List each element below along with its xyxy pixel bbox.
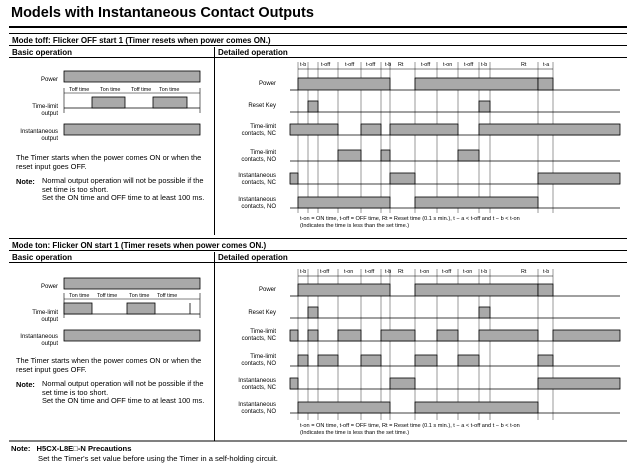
detailed-inst-no-label: Instantaneous [238, 402, 276, 408]
svg-text:contacts, NC: contacts, NC [241, 131, 276, 137]
detailed-time-label: t-off [366, 62, 376, 68]
svg-text:contacts, NC: contacts, NC [241, 336, 276, 342]
bottom-note-text: Set the Timer's set value before using the Timer in a self-holding circuit. [38, 454, 278, 463]
detailed-inst-nc-label: Instantaneous [238, 173, 276, 179]
basic-time-label: Toff time [157, 293, 178, 299]
basic-diagram-ton [20, 278, 200, 347]
basic-timelimit-pulse [153, 97, 187, 108]
detailed-time-label: t-off [345, 62, 355, 68]
basic-instantaneous-label: Instantaneous [20, 129, 58, 135]
basic-time-label: Ton time [100, 87, 121, 93]
svg-text:output: output [41, 341, 58, 347]
detailed-diagram-toff [238, 62, 620, 213]
basic-power-signal [64, 278, 200, 289]
mode-toff-title: Mode toff: Flicker OFF start 1 (Timer resets when power comes ON.) [9, 33, 627, 46]
svg-text:contacts, NC: contacts, NC [241, 385, 276, 391]
note-label: Note: [16, 177, 35, 186]
detailed-time-label: t-b [385, 269, 392, 275]
detailed-time-label: Rt [521, 62, 527, 68]
detailed-reset-label: Reset Key [248, 103, 276, 109]
basic-operation-heading: Basic operation [9, 252, 214, 263]
detailed-inst-no-label: Instantaneous [238, 197, 276, 203]
page-title: Models with Instantaneous Contact Outputs [11, 5, 314, 21]
basic-power-label: Power [40, 284, 58, 290]
svg-text:contacts, NO: contacts, NO [241, 157, 276, 163]
detailed-reset-pulse [308, 101, 318, 112]
note-text: Normal output operation will not be possible if the set time is too short. Set the ON time and OFF time to at least 100 ms. [42, 379, 205, 406]
detailed-diagram-ton [238, 269, 620, 420]
detailed-time-label: t-off [365, 269, 375, 275]
detailed-time-label: t-b [481, 269, 488, 275]
detailed-power-signal [298, 78, 390, 90]
detailed-operation-heading: Detailed operation [215, 252, 627, 263]
basic-power-signal [64, 71, 200, 82]
detailed-time-label: t-off [464, 62, 474, 68]
detailed-operation-heading: Detailed operation [215, 47, 627, 58]
detailed-power-signal [415, 78, 538, 90]
detailed-time-label: t-on [420, 269, 430, 275]
mode-ton-title: Mode ton: Flicker ON start 1 (Timer resets when power comes ON.) [9, 238, 627, 251]
detailed-time-label: Rt [521, 269, 527, 275]
svg-text:contacts, NO: contacts, NO [241, 409, 276, 415]
detailed-power-label: Power [258, 81, 276, 87]
svg-text:contacts, NC: contacts, NC [241, 180, 276, 186]
basic-time-label: Toff time [69, 87, 90, 93]
detailed-time-label: t-off [321, 62, 331, 68]
detailed-time-label: t-off [320, 269, 330, 275]
detailed-tl-nc-label: Time-limit [250, 329, 276, 335]
detailed-tl-no-label: Time-limit [250, 354, 276, 360]
detailed-time-label: Rt [398, 62, 404, 68]
basic-time-label: Toff time [131, 87, 152, 93]
detailed-time-label: t-off [421, 62, 431, 68]
basic-power-label: Power [40, 77, 58, 83]
detailed-time-label: t-b [300, 62, 307, 68]
basic-instantaneous-signal [64, 124, 200, 135]
detailed-reset-label: Reset Key [248, 310, 276, 316]
basic-timelimit-label: Time-limit [32, 104, 58, 110]
basic-description: The Timer starts when the power comes ON or when the reset input goes OFF. [16, 356, 202, 374]
svg-text:contacts, NO: contacts, NO [241, 204, 276, 210]
basic-timelimit-pulse [92, 97, 125, 108]
detailed-inst-nc-label: Instantaneous [238, 378, 276, 384]
basic-time-label: Ton time [159, 87, 180, 93]
svg-text:output: output [41, 317, 58, 323]
basic-description: The Timer starts when the power comes ON or when the reset input goes OFF. [16, 153, 202, 171]
basic-diagram-toff [20, 71, 200, 142]
bottom-note: Note: H5CX-L8E□-N Precautions [11, 444, 132, 453]
svg-text:output: output [41, 136, 58, 142]
detailed-time-label: Rt [398, 269, 404, 275]
detailed-time-label: t-b [300, 269, 307, 275]
note-text: Normal output operation will not be possible if the set time is too short. Set the ON time and OFF time to at least 100 ms. [42, 176, 205, 203]
detailed-power-label: Power [258, 287, 276, 293]
detailed-time-label: t-off [442, 269, 452, 275]
basic-time-label: Toff time [97, 293, 118, 299]
detailed-tl-nc-label: Time-limit [250, 124, 276, 130]
detailed-time-label: t-a [543, 62, 550, 68]
detailed-time-label: t-b [385, 62, 392, 68]
svg-text:contacts, NO: contacts, NO [241, 361, 276, 367]
detailed-footnote: t-on = ON time, t-off = OFF time, Rt = Reset time (0.1 s min.), t − a < t-off and t − b < t-on (Indicates the time is less than the set time.) [300, 423, 520, 436]
basic-instantaneous-signal [64, 330, 200, 341]
detailed-reset-pulse [479, 101, 490, 112]
note-label: Note: [16, 380, 35, 389]
detailed-time-label: t-on [344, 269, 354, 275]
detailed-time-label: t-on [463, 269, 473, 275]
basic-operation-heading: Basic operation [9, 47, 214, 58]
detailed-tl-no-label: Time-limit [250, 150, 276, 156]
basic-time-label: Ton time [129, 293, 150, 299]
detailed-time-label: t-b [543, 269, 550, 275]
svg-text:output: output [41, 111, 58, 117]
detailed-time-label: t-on [443, 62, 453, 68]
detailed-time-label: t-b [481, 62, 488, 68]
column-divider [214, 252, 215, 441]
detailed-footnote: t-on = ON time, t-off = OFF time, Rt = Reset time (0.1 s min.), t − a < t-off and t − b < t-on (Indicates the time is less than the set time.) [300, 216, 520, 229]
basic-instantaneous-label: Instantaneous [20, 334, 58, 340]
basic-time-label: Ton time [69, 293, 90, 299]
basic-timelimit-label: Time-limit [32, 310, 58, 316]
